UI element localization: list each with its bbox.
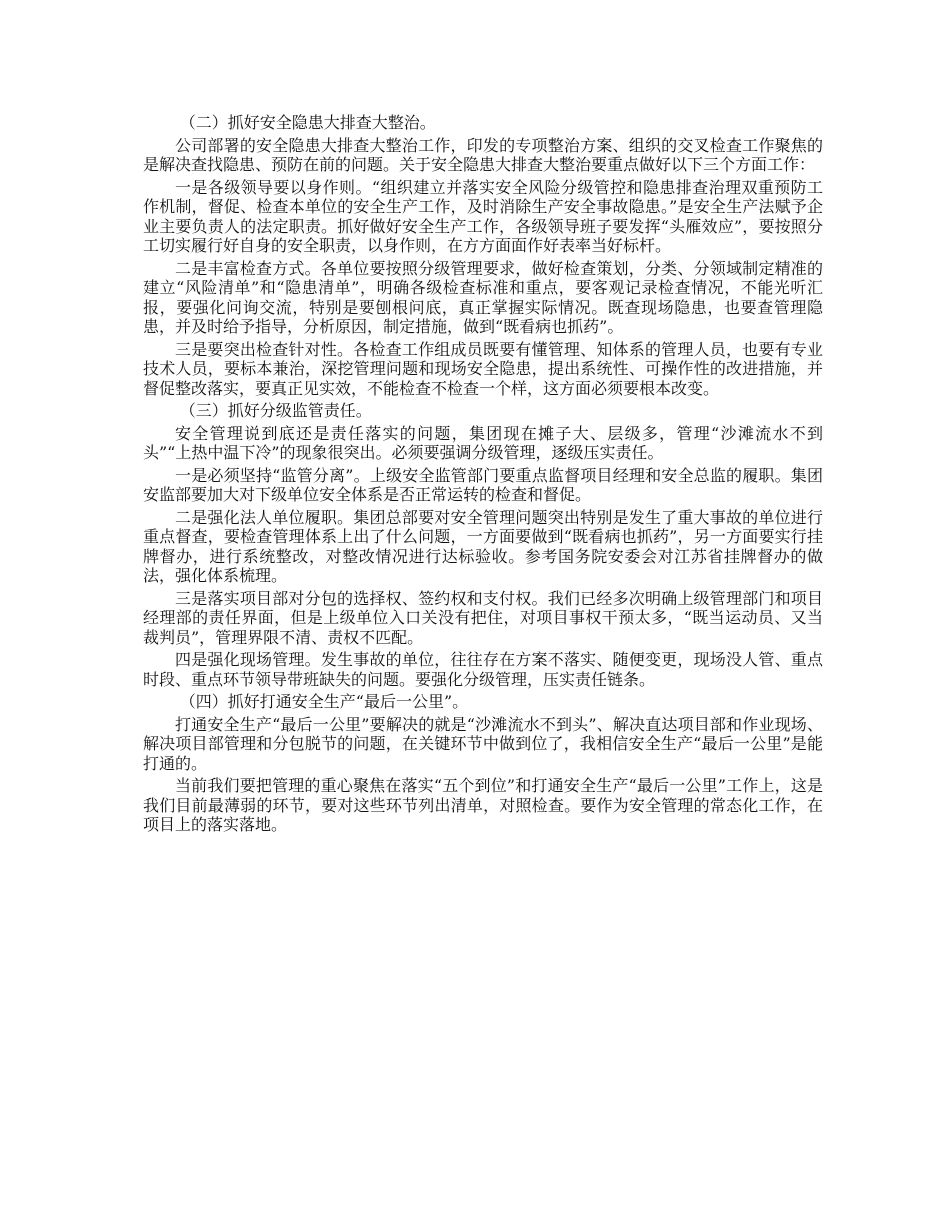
paragraph: 三是落实项目部对分包的选择权、签约权和支付权。我们已经多次明确上级管理部门和项目经理部的责任界面，但是上级单位入口关没有把住，对项目事权干预太多，“既当运动员、又当裁判员”，管理界限不清、责权不匹配。 — [143, 588, 823, 647]
paragraph: 打通安全生产“最后一公里”要解决的就是“沙滩流水不到头”、解决直达项目部和作业现场、解决项目部管理和分包脱节的问题，在关键环节中做到位了，我相信安全生产“最后一公里”是能打通的。 — [143, 714, 823, 773]
section-heading-4: （四）抓好打通安全生产“最后一公里”。 — [179, 692, 469, 711]
paragraph: 四是强化现场管理。发生事故的单位，往往存在方案不落实、随便变更，现场没人管、重点时段、重点环节领导带班缺失的问题。要强化分级管理，压实责任链条。 — [143, 650, 823, 689]
paragraph: 二是强化法人单位履职。集团总部要对安全管理问题突出特别是发生了重大事故的单位进行重点督查，要检查管理体系上出了什么问题，一方面要做到“既看病也抓药”，另一方面要实行挂牌督办，进行系统整改，对整改情况进行达标验收。参考国务院安委会对江苏省挂牌督办的做法，强化体系梳理。 — [143, 507, 823, 585]
paragraph: 公司部署的安全隐患大排查大整治工作，印发的专项整治方案、组织的交叉检查工作聚焦的是解决查找隐患、预防在前的问题。关于安全隐患大排查大整治要重点做好以下三个方面工作： — [143, 135, 823, 174]
paragraph: 安全管理说到底还是责任落实的问题，集团现在摊子大、层级多，管理“沙滩流水不到头”“上热中温下冷”的现象很突出。必须要强调分级管理，逐级压实责任。 — [143, 423, 823, 462]
paragraph: 一是必须坚持“监管分离”。上级安全监管部门要重点监督项目经理和安全总监的履职。集团安监部要加大对下级单位安全体系是否正常运转的检查和督促。 — [143, 465, 823, 504]
paragraph: 一是各级领导要以身作则。“组织建立并落实安全风险分级管控和隐患排查治理双重预防工作机制，督促、检查本单位的安全生产工作，及时消除生产安全事故隐患。”是安全生产法赋予企业主要负责人的法定职责。抓好做好安全生产工作，各级领导班子要发挥“头雁效应”，要按照分工切实履行好自身的安全职责，以身作则，在方方面面作好表率当好标杆。 — [143, 177, 823, 255]
document-body — [143, 113, 823, 838]
paragraph: 当前我们要把管理的重心聚焦在落实“五个到位”和打通安全生产“最后一公里”工作上，这是我们目前最薄弱的环节，要对这些环节列出清单，对照检查。要作为安全管理的常态化工作，在项目上的落实落地。 — [143, 776, 823, 834]
section-heading-2: （二）抓好安全隐患大排查大整治。 — [179, 113, 436, 132]
section-heading-3: （三）抓好分级监管责任。 — [179, 401, 372, 420]
paragraph: 二是丰富检查方式。各单位要按照分级管理要求，做好检查策划，分类、分领域制定精准的建立“风险清单”和“隐患清单”，明确各级检查标准和重点，要客观记录检查情况，不能光听汇报，要强化问询交流，特别是要刨根问底，真正掌握实际情况。既查现场隐患，也要查管理隐患，并及时给予指导，分析原因，制定措施，做到“既看病也抓药”。 — [143, 258, 823, 336]
paragraph: 三是要突出检查针对性。各检查工作组成员既要有懂管理、知体系的管理人员，也要有专业技术人员，要标本兼治，深挖管理问题和现场安全隐患，提出系统性、可操作性的改进措施，并督促整改落实，要真正见实效，不能检查不检查一个样，这方面必须要根本改变。 — [143, 339, 823, 398]
